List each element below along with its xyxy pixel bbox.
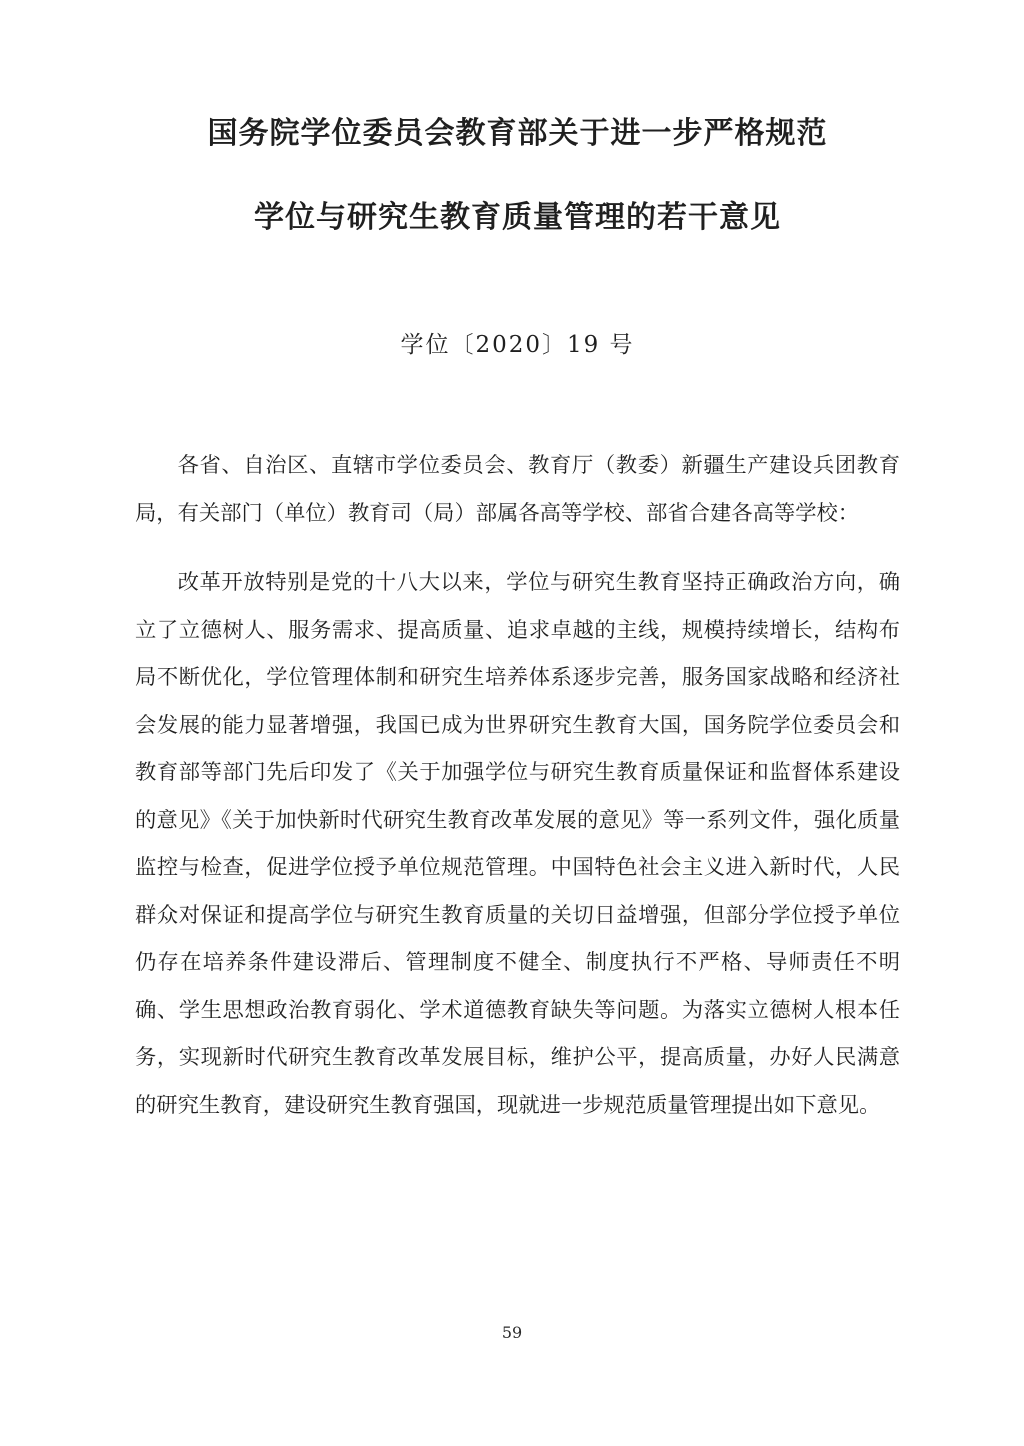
addressee-paragraph: 各省、自治区、直辖市学位委员会、教育厅（教委）新疆生产建设兵团教育局，有关部门（单位）教育司（局）部属各高等学校、部省合建各高等学校： xyxy=(135,453,900,526)
page-number: 59 xyxy=(501,1323,523,1342)
document-title-line2: 学位与研究生教育质量管理的若干意见 xyxy=(254,200,781,235)
document-title-line1: 国务院学位委员会教育部关于进一步严格规范 xyxy=(207,116,828,151)
document-number: 学位〔2020〕19 号 xyxy=(400,332,635,358)
body-paragraph: 改革开放特别是党的十八大以来，学位与研究生教育坚持正确政治方向，确立了立德树人、服务需求、提高质量、追求卓越的主线，规模持续增长，结构布局不断优化，学位管理体制和研究生培养体系逐步完善，服务国家战略和经济社会发展的能力显著增强，我国已成为世界研究生教育大国，国务院学位委员会和教育部等部门先后印发了《关于加强学位与研究生教育质量保证和监督体系建设的意见》《关于加快新时代研究生教育改革发展的意见》等一系列文件，强化质量监控与检查，促进学位授予单位规范管理。中国特色社会主义进入新时代，人民群众对保证和提高学位与研究生教育质量的关切日益增强，但部分学位授予单位仍存在培养条件建设滞后、管理制度不健全、制度执行不严格、导师责任不明确、学生思想政治教育弱化、学术道德教育缺失等问题。为落实立德树人根本任务，实现新时代研究生教育改革发展目标，维护公平，提高质量，办好人民满意的研究生教育，建设研究生教育强国，现就进一步规范质量管理提出如下意见。 xyxy=(135,570,900,1118)
